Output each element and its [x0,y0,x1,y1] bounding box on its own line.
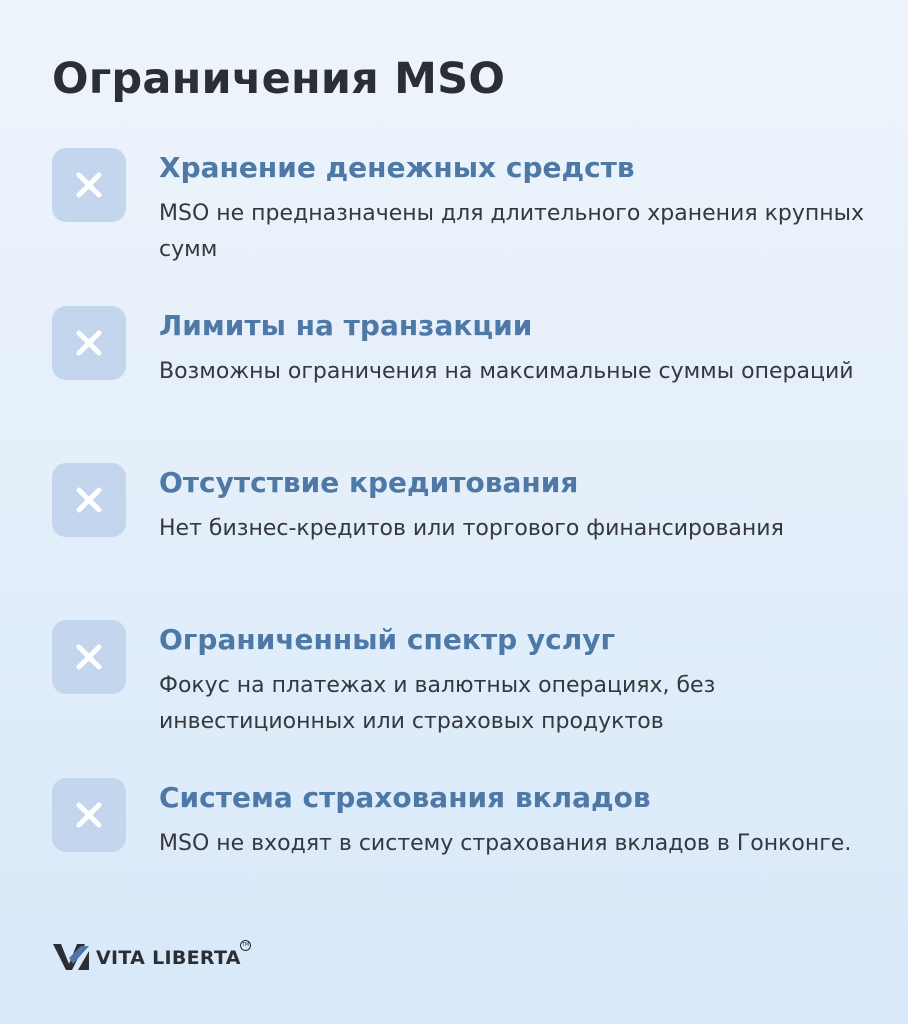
close-icon [52,463,126,537]
list-item [52,306,872,436]
item-title: Ограниченный спектр услуг [159,623,616,656]
close-icon [52,306,126,380]
item-title: Лимиты на транзакции [159,309,533,342]
close-icon [52,778,126,852]
logo-mark-icon [52,942,90,972]
item-title: Отсутствие кредитования [159,466,579,499]
item-description: Фокус на платежах и валютных операциях, без инвестиционных или страховых продуктов [159,673,716,734]
item-description: Нет бизнес-кредитов или торгового финансирования [159,516,784,541]
item-title: Система страхования вкладов [159,781,651,814]
list-item [52,148,872,278]
item-description: MSO не предназначены для длительного хранения крупных сумм [159,201,864,262]
trademark-badge: TM [240,940,251,951]
list-item [52,463,872,593]
item-description: MSO не входят в систему страхования вкладов в Гонконге. [159,831,852,856]
page-title: Ограничения MSO [52,54,506,104]
list-item [52,620,872,750]
brand-name: VITA LIBERTA [96,947,241,969]
close-icon [52,620,126,694]
list-item [52,778,872,908]
close-icon [52,148,126,222]
item-description: Возможны ограничения на максимальные суммы операций [159,359,854,384]
item-title: Хранение денежных средств [159,151,635,184]
brand-logo [52,940,312,974]
